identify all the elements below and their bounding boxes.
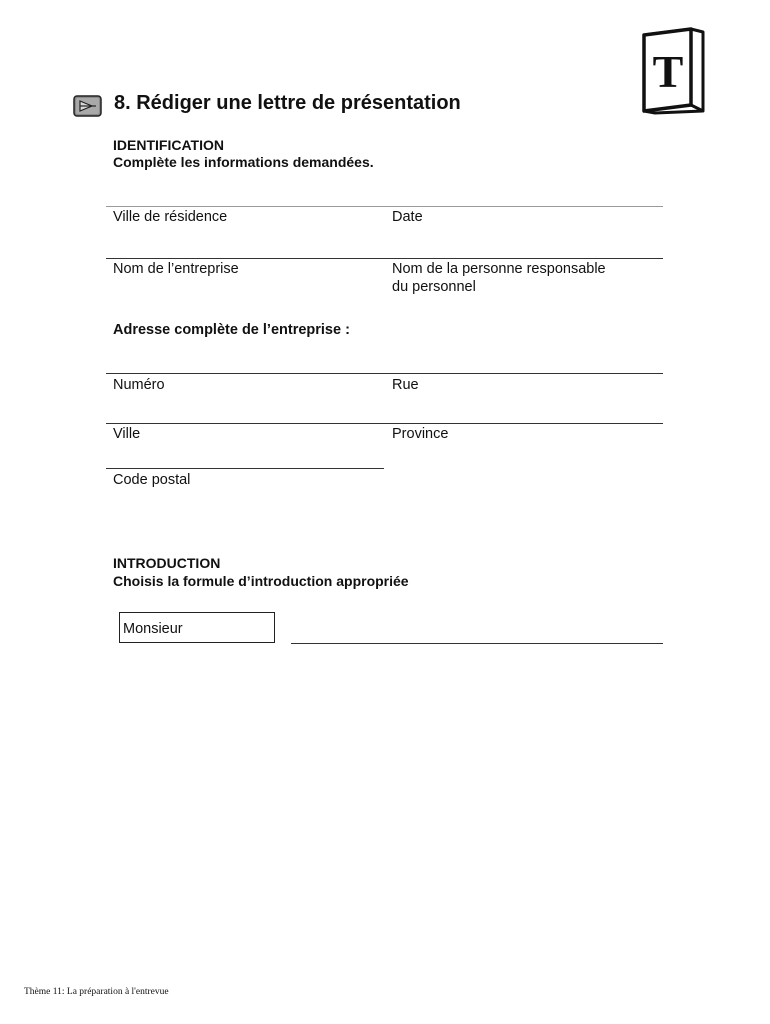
- introduction-heading: INTRODUCTION: [113, 555, 221, 571]
- label-rue: Rue: [392, 377, 419, 393]
- label-numero: Numéro: [113, 377, 165, 393]
- formula-selected-value: Monsieur: [123, 621, 183, 637]
- arrow-right-icon: [73, 95, 103, 117]
- identification-instruction: Complète les informations demandées.: [113, 154, 374, 170]
- identification-heading: IDENTIFICATION: [113, 137, 224, 153]
- label-ville: Ville: [113, 426, 141, 442]
- address-heading: Adresse complète de l’entreprise :: [113, 322, 350, 338]
- formula-answer-line[interactable]: [291, 643, 663, 644]
- field-line-entreprise: [106, 258, 663, 259]
- field-line-ville-province: [106, 423, 663, 424]
- page-title: 8. Rédiger une lettre de présentation: [114, 92, 461, 114]
- book-letter-t-icon: [641, 27, 709, 115]
- label-code-postal: Code postal: [113, 472, 191, 488]
- label-province: Province: [392, 426, 449, 442]
- field-line-numero-rue: [106, 373, 663, 374]
- introduction-instruction: Choisis la formule d’introduction appropriée: [113, 573, 409, 589]
- label-nom-responsable-2: du personnel: [392, 279, 476, 295]
- footer-text: Thème 11: La préparation à l'entrevue: [24, 987, 169, 997]
- label-date: Date: [392, 209, 423, 225]
- field-line-code-postal: [106, 468, 384, 469]
- formula-select-box[interactable]: [119, 612, 275, 643]
- label-nom-responsable-1: Nom de la personne responsable: [392, 261, 606, 277]
- label-nom-entreprise: Nom de l’entreprise: [113, 261, 239, 277]
- book-letter: T: [652, 46, 684, 97]
- field-line-ville-date: [106, 206, 663, 207]
- label-ville-residence: Ville de résidence: [113, 209, 228, 225]
